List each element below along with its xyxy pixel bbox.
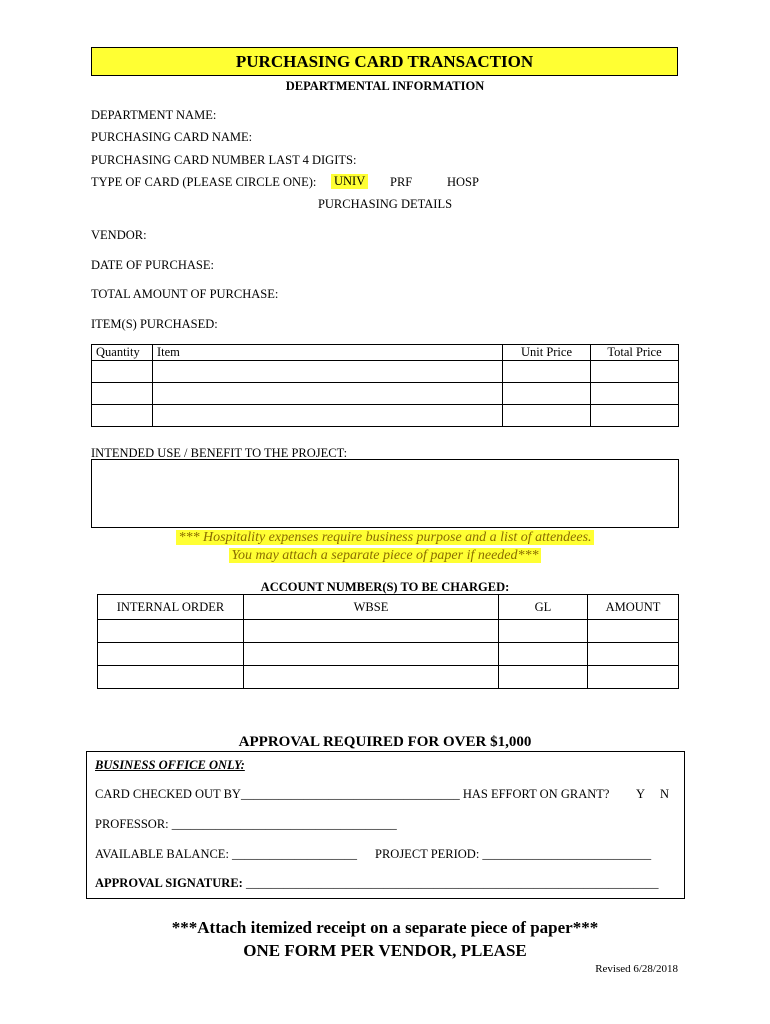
professor-line[interactable]: PROFESSOR: ____________________________________ — [95, 817, 397, 831]
approval-signature-row[interactable] — [95, 876, 658, 891]
table-row — [92, 361, 679, 383]
unit-price-cell[interactable] — [503, 405, 591, 427]
table-row — [98, 620, 679, 643]
table-row — [92, 405, 679, 427]
department-name-label: DEPARTMENT NAME: — [91, 108, 217, 122]
internal-order-cell[interactable] — [98, 643, 244, 666]
card-type-option-univ[interactable]: UNIV — [331, 174, 368, 189]
card-type-label: TYPE OF CARD (PLEASE CIRCLE ONE): — [91, 175, 317, 189]
purchasing-details-heading: PURCHASING DETAILS — [317, 197, 453, 211]
items-header-unit-price: Unit Price — [503, 345, 591, 361]
wbse-cell[interactable] — [244, 620, 499, 643]
unit-price-cell[interactable] — [503, 361, 591, 383]
card-name-label: PURCHASING CARD NAME: — [91, 130, 253, 144]
quantity-cell[interactable] — [92, 383, 153, 405]
item-cell[interactable] — [153, 383, 503, 405]
hospitality-note-line2: You may attach a separate piece of paper if needed*** — [231, 548, 539, 563]
items-purchased-label: ITEM(S) PURCHASED: — [91, 317, 218, 331]
project-period-line[interactable]: PROJECT PERIOD: ___________________________ — [375, 847, 652, 861]
gl-cell[interactable] — [499, 620, 588, 643]
account-header-gl: GL — [499, 595, 588, 620]
account-header-wbse: WBSE — [244, 595, 499, 620]
hospitality-note-line1: *** Hospitality expenses require business purpose and a list of attendees. — [178, 530, 592, 545]
items-table-header-row — [92, 345, 679, 361]
quantity-cell[interactable] — [92, 361, 153, 383]
gl-cell[interactable] — [499, 643, 588, 666]
account-table — [97, 594, 679, 689]
card-type-option-hosp[interactable]: HOSP — [447, 175, 479, 189]
items-table — [91, 344, 679, 427]
internal-order-cell[interactable] — [98, 620, 244, 643]
date-of-purchase-label: DATE OF PURCHASE: — [91, 258, 214, 272]
total-amount-label: TOTAL AMOUNT OF PURCHASE: — [91, 287, 279, 301]
card-checked-out-line[interactable]: CARD CHECKED OUT BY___________________________________ HAS EFFORT ON GRANT? — [95, 787, 610, 801]
intended-use-box[interactable] — [91, 459, 679, 528]
card-number-label: PURCHASING CARD NUMBER LAST 4 DIGITS: — [91, 153, 357, 167]
total-price-cell[interactable] — [591, 383, 679, 405]
wbse-cell[interactable] — [244, 643, 499, 666]
items-header-quantity: Quantity — [92, 345, 153, 361]
one-form-note: ONE FORM PER VENDOR, PLEASE — [243, 941, 527, 960]
departmental-heading: DEPARTMENTAL INFORMATION — [285, 79, 485, 93]
wbse-cell[interactable] — [244, 666, 499, 689]
total-price-cell[interactable] — [591, 405, 679, 427]
revised-date: Revised 6/28/2018 — [595, 963, 678, 975]
account-heading: ACCOUNT NUMBER(S) TO BE CHARGED: — [260, 580, 510, 594]
form-title: PURCHASING CARD TRANSACTION — [91, 47, 678, 76]
approval-heading: APPROVAL REQUIRED FOR OVER $1,000 — [238, 734, 532, 750]
account-table-header-row — [98, 595, 679, 620]
total-price-cell[interactable] — [591, 361, 679, 383]
card-type-option-prf[interactable]: PRF — [390, 175, 413, 189]
amount-cell[interactable] — [588, 643, 679, 666]
quantity-cell[interactable] — [92, 405, 153, 427]
amount-cell[interactable] — [588, 666, 679, 689]
account-header-amount: AMOUNT — [588, 595, 679, 620]
approval-signature-line[interactable]: __________________________________________________________________ — [245, 876, 659, 890]
intended-use-label: INTENDED USE / BENEFIT TO THE PROJECT: — [91, 446, 348, 460]
internal-order-cell[interactable] — [98, 666, 244, 689]
business-office-label: BUSINESS OFFICE ONLY: — [95, 758, 245, 772]
vendor-label: VENDOR: — [91, 228, 147, 242]
unit-price-cell[interactable] — [503, 383, 591, 405]
attach-receipt-note: ***Attach itemized receipt on a separate piece of paper*** — [171, 918, 599, 937]
effort-yes-option[interactable]: Y — [636, 787, 646, 801]
table-row — [98, 666, 679, 689]
items-header-item: Item — [153, 345, 503, 361]
item-cell[interactable] — [153, 361, 503, 383]
effort-no-option[interactable]: N — [660, 787, 670, 801]
account-header-internal-order: INTERNAL ORDER — [98, 595, 244, 620]
approval-signature-label: APPROVAL SIGNATURE: — [95, 876, 243, 890]
gl-cell[interactable] — [499, 666, 588, 689]
available-balance-line[interactable]: AVAILABLE BALANCE: ____________________ — [95, 847, 358, 861]
items-header-total-price: Total Price — [591, 345, 679, 361]
table-row — [92, 383, 679, 405]
table-row — [98, 643, 679, 666]
amount-cell[interactable] — [588, 620, 679, 643]
item-cell[interactable] — [153, 405, 503, 427]
